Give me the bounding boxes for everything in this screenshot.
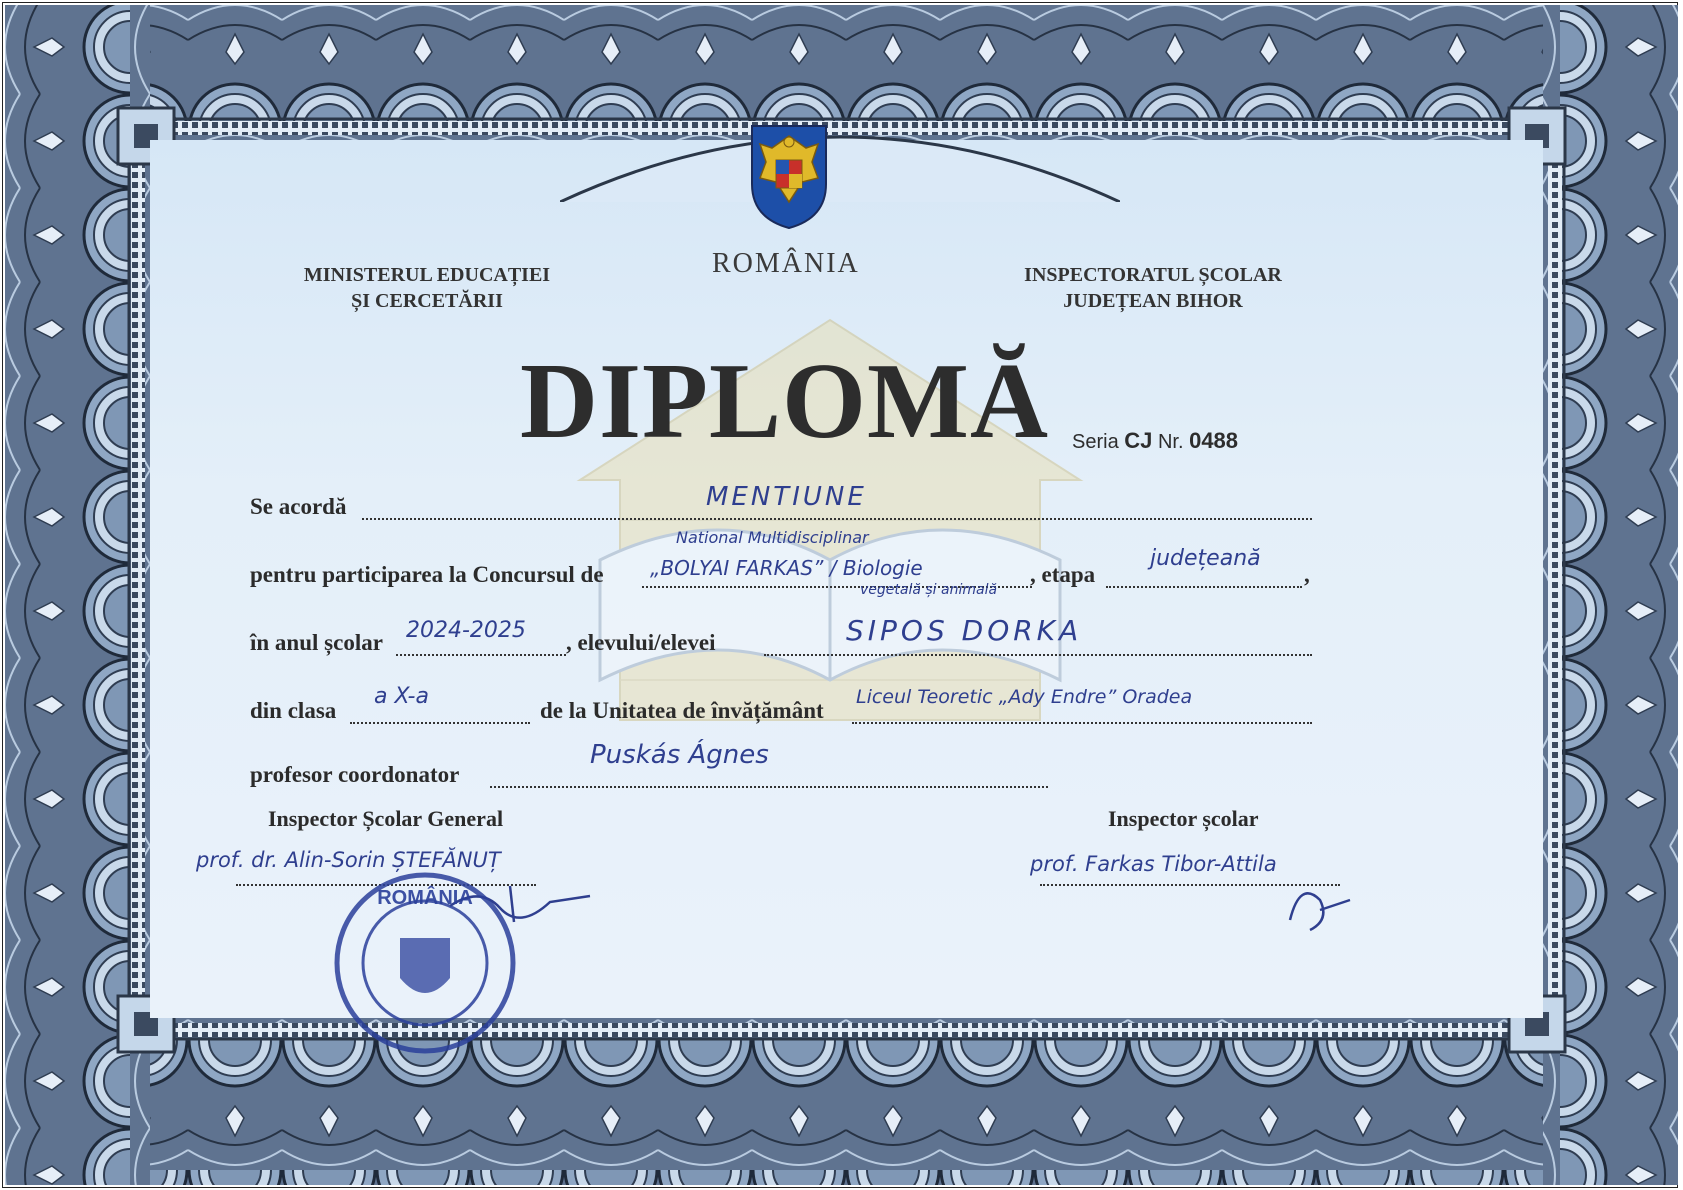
awarded-value: MENTIUNE	[706, 482, 867, 512]
inspectorate-line-2: JUDEȚEAN BIHOR	[1063, 290, 1243, 312]
ministry-name	[262, 262, 592, 314]
contest-value: „BOLYAI FARKAS” / Biologie	[650, 556, 923, 580]
coat-of-arms-icon	[748, 122, 830, 230]
diploma-title: DIPLOMĂ	[520, 342, 1049, 461]
serial-number	[1072, 428, 1238, 454]
official-stamp	[330, 868, 520, 1058]
student-label: , elevului/elevei	[566, 630, 716, 655]
country-name: ROMÂNIA	[712, 248, 860, 279]
class-value: a X-a	[374, 684, 429, 709]
contest-label: pentru participarea la Concursul de	[250, 562, 604, 587]
nr-label: Nr.	[1157, 431, 1184, 453]
school-inspector-signature	[1280, 880, 1360, 940]
ministry-line-2: ȘI CERCETĂRII	[351, 290, 503, 312]
teacher-label: profesor coordonator	[250, 762, 460, 787]
top-arch	[560, 112, 1120, 202]
nr-value: 0488	[1189, 428, 1239, 453]
student-value: SIPOS DORKA	[846, 614, 1083, 647]
school-inspector-title: Inspector școlar	[1108, 806, 1259, 831]
seria-label: Seria	[1072, 431, 1119, 453]
year-line	[396, 654, 566, 656]
awarded-line	[362, 518, 1312, 520]
year-value: 2024-2025	[406, 618, 526, 643]
awarded-label: Se acordă	[250, 494, 347, 519]
school-line	[852, 722, 1312, 724]
teacher-line	[490, 786, 1048, 788]
stamp-top-text: ROMÂNIA	[377, 887, 473, 909]
trailing-comma: ,	[1304, 562, 1310, 587]
inspectorate-line-1: INSPECTORATUL ȘCOLAR	[1024, 264, 1282, 286]
contest-value-top: National Multidisciplinar	[676, 528, 869, 547]
school-inspector-name: prof. Farkas Tibor-Attila	[1030, 852, 1277, 876]
year-label: în anul școlar	[250, 630, 383, 655]
general-inspector-name: prof. dr. Alin-Sorin ȘTEFĂNUȚ	[196, 848, 501, 872]
school-value: Liceul Teoretic „Ady Endre” Oradea	[856, 686, 1193, 708]
teacher-value: Puskás Ágnes	[590, 740, 769, 770]
contest-value-bottom: vegetală și animală	[860, 582, 998, 598]
ministry-line-1: MINISTERUL EDUCAȚIEI	[303, 264, 551, 286]
seria-value: CJ	[1124, 428, 1153, 453]
class-label: din clasa	[250, 698, 337, 723]
stage-value: județeană	[1150, 546, 1261, 571]
student-line	[764, 654, 1312, 656]
school-label: de la Unitatea de învățământ	[540, 698, 824, 723]
general-inspector-title: Inspector Școlar General	[268, 806, 504, 831]
inspectorate-name	[998, 262, 1308, 314]
stage-line	[1106, 586, 1302, 588]
stage-label: , etapa	[1030, 562, 1096, 587]
class-line	[350, 722, 530, 724]
